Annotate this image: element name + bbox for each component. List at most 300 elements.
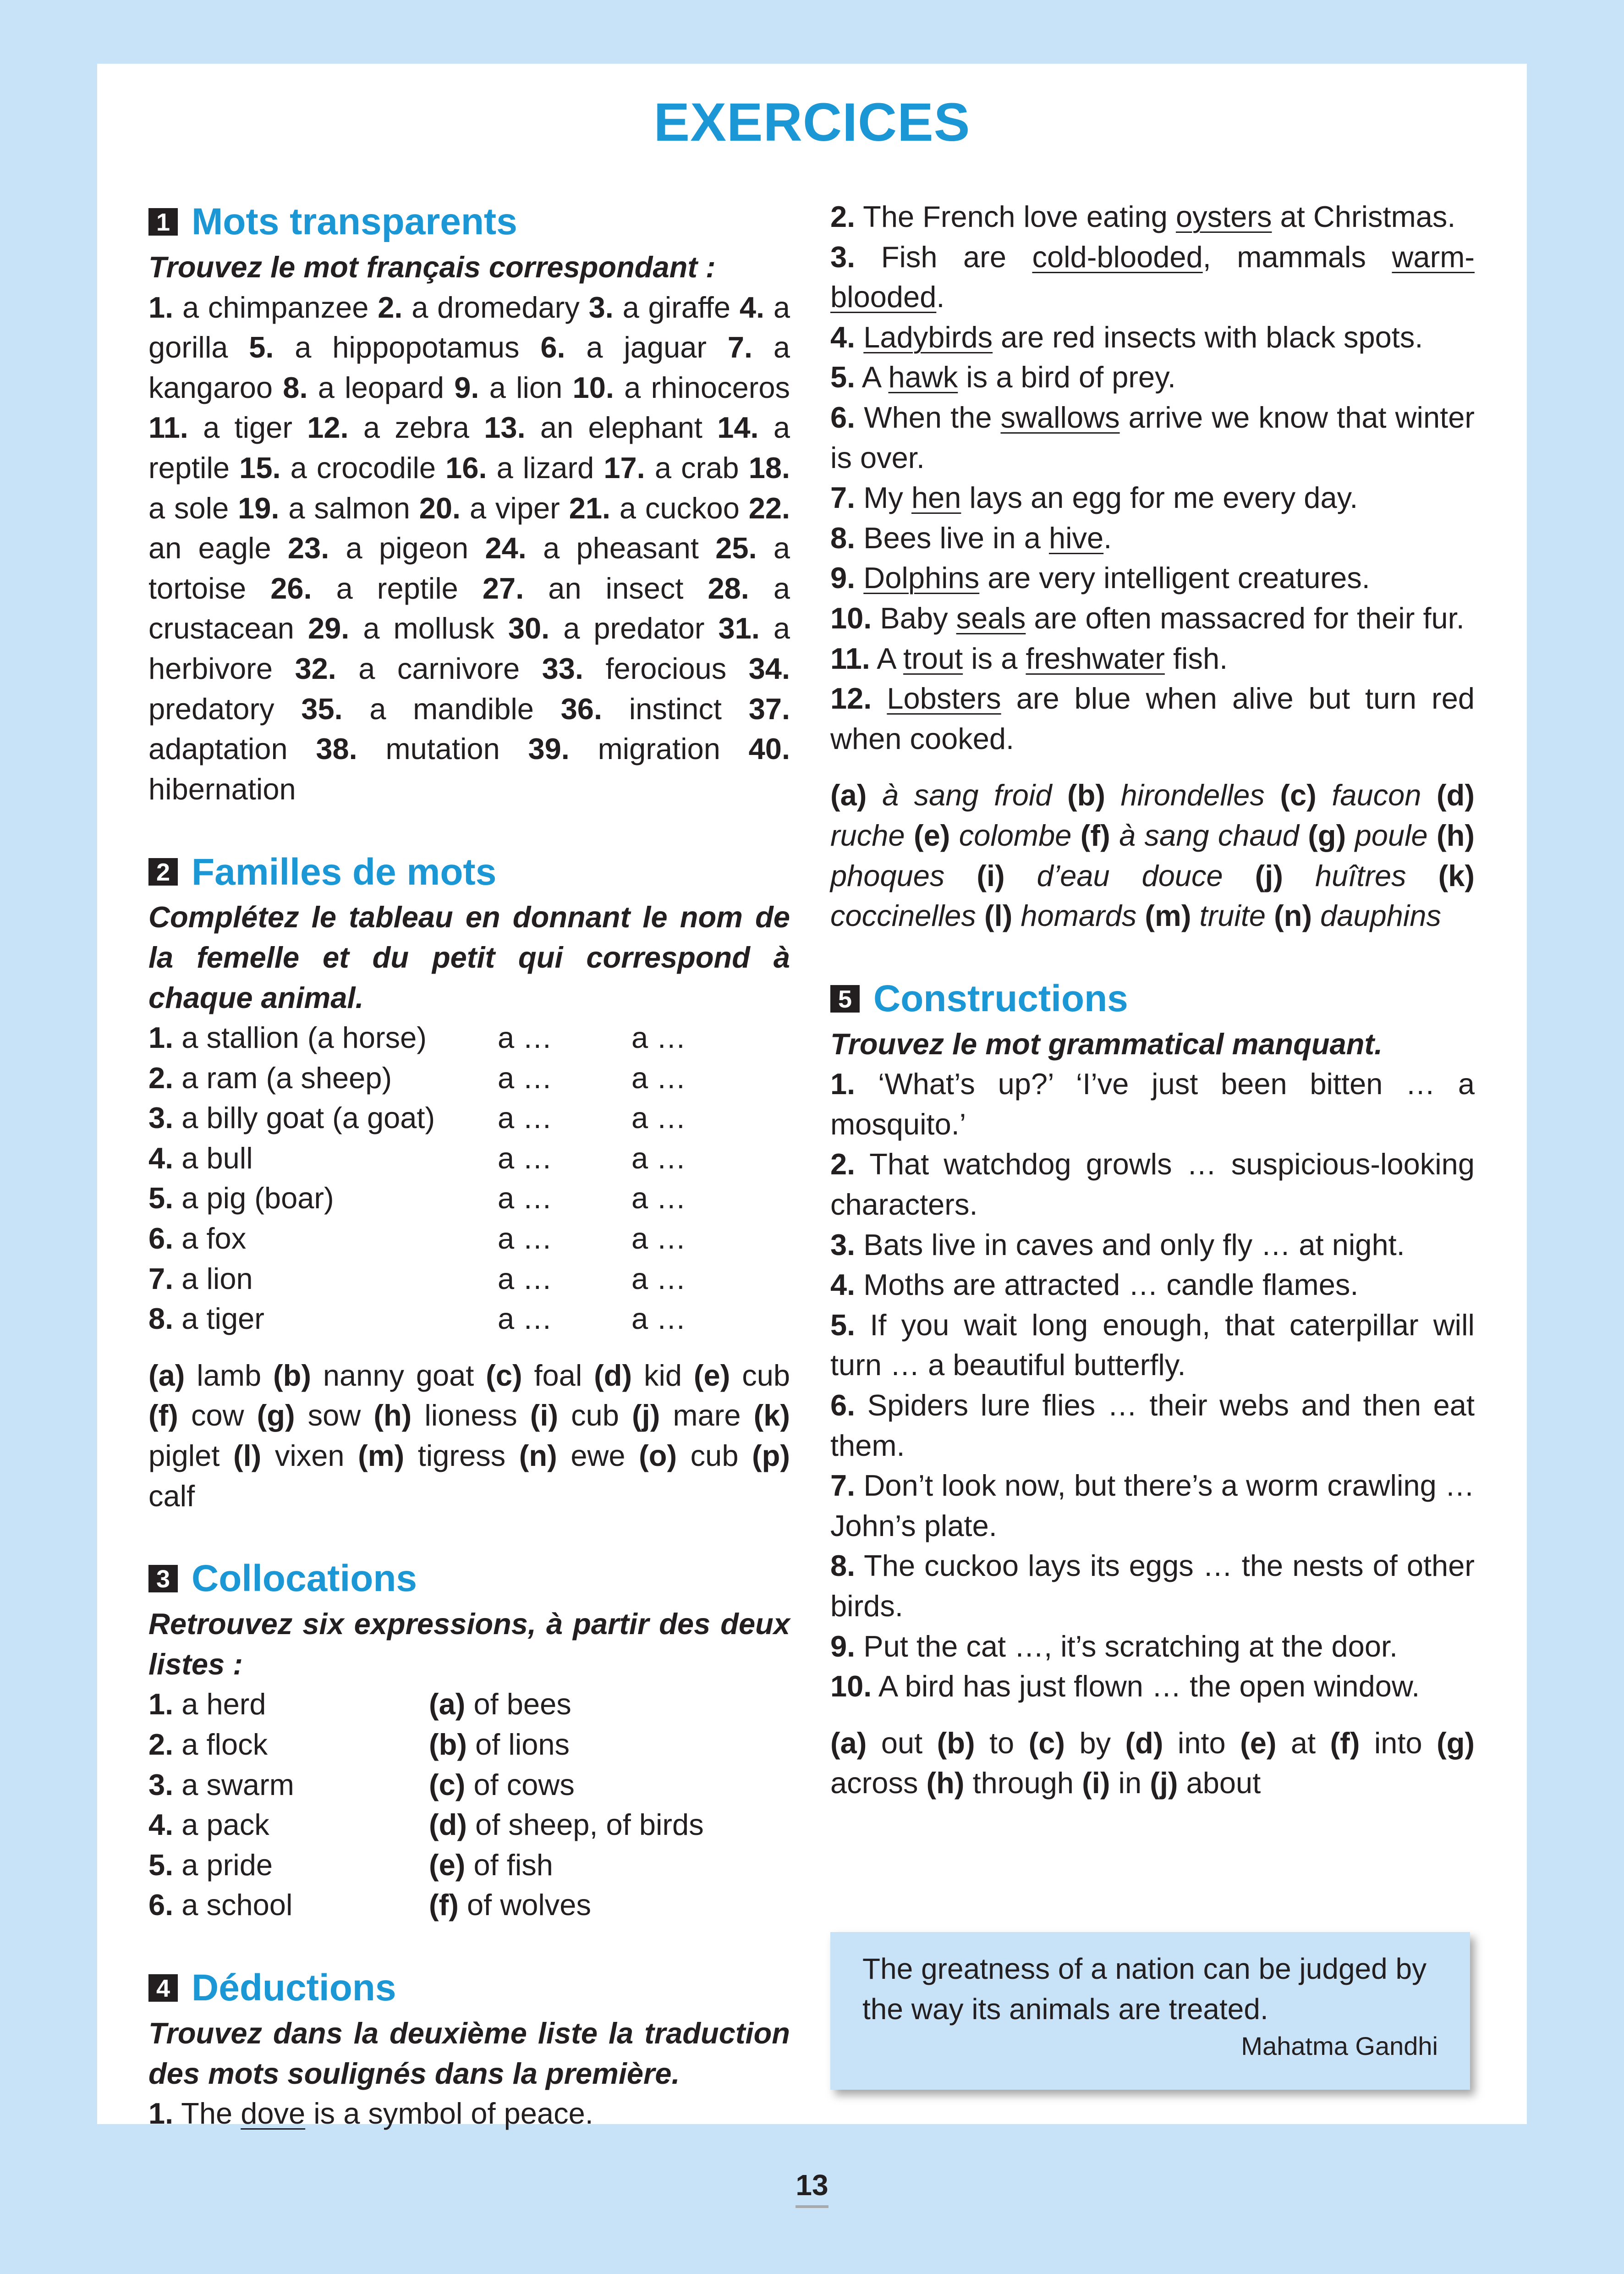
item-number: 8.: [830, 521, 856, 555]
collective-noun: a pride: [181, 1848, 273, 1882]
option-value: nanny goat: [323, 1358, 474, 1392]
item-word: a reptile: [148, 411, 790, 485]
female-blank: a …: [498, 1302, 553, 1336]
sentence: [830, 1666, 1475, 1707]
right-cell: [429, 1845, 553, 1885]
animal-name: a ram (a sheep): [181, 1061, 392, 1095]
option-key: (j): [632, 1399, 660, 1432]
option-value: ruche: [830, 818, 905, 852]
option-value: faucon: [1332, 778, 1421, 812]
option-value: phoques: [830, 859, 945, 892]
female-blank: a …: [498, 1101, 553, 1135]
animal-name: a tiger: [181, 1302, 264, 1336]
left-cell: [148, 1684, 429, 1724]
left-cell: [148, 1805, 429, 1845]
animal-name: a stallion (a horse): [181, 1021, 427, 1055]
animal-name: a bull: [181, 1141, 253, 1175]
option-key: (d): [429, 1808, 467, 1842]
item-word: a pigeon: [346, 531, 469, 565]
option-value: into: [1177, 1726, 1226, 1760]
sentence-text: at Christmas.: [1272, 200, 1456, 233]
sentence-text: When the: [864, 400, 1001, 434]
item-number: 17.: [604, 451, 645, 485]
option-value: tigress: [417, 1439, 506, 1473]
item-number: 3.: [830, 1228, 856, 1261]
item-number: 7.: [148, 1261, 174, 1295]
section-number: 2: [148, 858, 178, 886]
section-2-heading: [148, 847, 790, 897]
option-key: (h): [1437, 818, 1475, 852]
option-key: (c): [486, 1358, 522, 1392]
animal-group: of lions: [475, 1728, 570, 1761]
option-key: (b): [1067, 778, 1105, 812]
option-key: (b): [429, 1728, 467, 1761]
section-5-instruction: Trouvez le mot grammatical manquant.: [830, 1027, 1383, 1061]
item-word: a dromedary: [411, 290, 580, 324]
item-word: an insect: [548, 571, 684, 605]
option-value: into: [1374, 1726, 1422, 1760]
item-number: 2.: [830, 1147, 856, 1181]
item-number: 6.: [540, 330, 565, 364]
page-number: [0, 2168, 1624, 2202]
sentence-text: fish.: [1164, 641, 1228, 675]
underlined-word: swallows: [1000, 400, 1120, 434]
sentence: [830, 639, 1475, 679]
option-value: colombe: [959, 818, 1072, 852]
page-title: EXERCICES: [653, 92, 971, 153]
item-number: 10.: [830, 1669, 872, 1703]
option-value: poule: [1355, 818, 1428, 852]
section-3-heading: [148, 1553, 790, 1604]
item-word: a viper: [469, 491, 560, 525]
item-word: a leopard: [318, 370, 444, 404]
sentence-text: .: [936, 280, 945, 314]
item-number: 5.: [148, 1181, 174, 1215]
item-word: a carnivore: [358, 651, 520, 685]
sentence: [830, 197, 1475, 237]
option-key: (a): [830, 778, 867, 812]
section-number: 5: [830, 985, 860, 1013]
young-blank: a …: [631, 1141, 686, 1175]
section-title: Déductions: [192, 1967, 396, 2009]
quote-text: The greatness of a nation can be judged by the way its animals are treated.: [862, 1952, 1427, 2026]
item-number: 12.: [307, 411, 349, 445]
item-word: a chimpanzee: [182, 290, 369, 324]
item-number: 6.: [148, 1888, 174, 1922]
item-number: 18.: [748, 451, 790, 485]
option-key: (d): [1437, 778, 1475, 812]
item-number: 15.: [239, 451, 281, 485]
item-number: 3.: [148, 1101, 174, 1135]
item-number: 9.: [454, 370, 479, 404]
item-word: a salmon: [288, 491, 410, 525]
section-1-heading: [148, 197, 790, 247]
underlined-word: hive: [1048, 521, 1104, 555]
table-row: [148, 1218, 790, 1259]
item-number: 14.: [717, 411, 759, 445]
left-cell: [148, 1885, 429, 1925]
item-number: 3.: [830, 240, 856, 274]
option-key: (g): [257, 1399, 295, 1432]
item-number: 7.: [830, 481, 856, 515]
option-value: cub: [690, 1439, 739, 1473]
table-row: [148, 1805, 790, 1845]
item-word: a giraffe: [622, 290, 731, 324]
option-key: (j): [1255, 859, 1284, 892]
female-blank: a …: [498, 1021, 553, 1055]
table-row: [148, 1885, 790, 1925]
sentence-text: ‘What’s up?’ ‘I’ve just been bitten … a mosquito.’: [830, 1067, 1475, 1141]
item-number: 4.: [739, 290, 765, 324]
option-key: (e): [429, 1848, 466, 1882]
option-value: in: [1118, 1766, 1142, 1800]
option-key: (c): [1028, 1726, 1065, 1760]
right-cell: [429, 1805, 704, 1845]
item-number: 2.: [148, 1061, 174, 1095]
item-number: 6.: [830, 1388, 856, 1422]
item-word: a pheasant: [543, 531, 699, 565]
item-number: 30.: [508, 611, 550, 645]
table-row: [148, 1724, 790, 1765]
animal-group: of cows: [473, 1767, 575, 1801]
item-number: 9.: [830, 561, 856, 595]
section-title: Mots transparents: [192, 201, 517, 243]
item-number: 2.: [830, 200, 856, 233]
table-row: [148, 1098, 790, 1138]
young-blank: a …: [631, 1222, 686, 1255]
item-number: 16.: [445, 451, 487, 485]
item-number: 23.: [287, 531, 329, 565]
collective-noun: a herd: [181, 1687, 266, 1721]
item-number: 39.: [528, 732, 570, 766]
option-key: (j): [1150, 1766, 1178, 1800]
option-value: lamb: [197, 1358, 262, 1392]
option-value: piglet: [148, 1439, 220, 1473]
item-number: 6.: [830, 400, 856, 434]
option-key: (d): [1125, 1726, 1163, 1760]
option-key: (f): [429, 1888, 459, 1922]
item-number: 27.: [482, 571, 524, 605]
sentence: [830, 1626, 1475, 1667]
option-key: (e): [1240, 1726, 1277, 1760]
right-cell: [429, 1684, 571, 1724]
option-value: coccinelles: [830, 899, 976, 933]
option-key: (e): [913, 818, 950, 852]
item-number: 8.: [148, 1302, 174, 1336]
section-1-instruction: Trouvez le mot français correspondant :: [148, 250, 716, 284]
young-blank: a …: [631, 1181, 686, 1215]
young-blank: a …: [631, 1101, 686, 1135]
item-number: 31.: [718, 611, 760, 645]
option-value: hirondelles: [1120, 778, 1265, 812]
item-number: 33.: [542, 651, 583, 685]
item-word: an eagle: [148, 531, 271, 565]
female-blank: a …: [498, 1181, 553, 1215]
item-number: 3.: [148, 1767, 174, 1801]
table-row: [148, 1845, 790, 1885]
collocation-table: [148, 1684, 790, 1925]
item-number: 5.: [830, 1308, 856, 1342]
item-number: 20.: [419, 491, 461, 525]
item-number: 5.: [249, 330, 274, 364]
animal-name: a lion: [181, 1261, 253, 1295]
underlined-word: warm-blooded: [830, 240, 1475, 314]
option-value: through: [972, 1766, 1074, 1800]
sentence-text: Put the cat …, it’s scratching at the door.: [863, 1629, 1398, 1663]
underlined-word: cold-blooded: [1032, 240, 1203, 274]
sentence-text: is a symbol of peace.: [305, 2097, 593, 2131]
option-value: kid: [643, 1358, 682, 1392]
item-word: a tiger: [203, 411, 292, 445]
underlined-word: trout: [903, 641, 963, 675]
item-word: hibernation: [148, 772, 296, 806]
option-key: (k): [753, 1399, 790, 1432]
option-key: (d): [594, 1358, 632, 1392]
animal-group: of wolves: [467, 1888, 591, 1922]
sentence: [148, 2093, 790, 2134]
item-number: 32.: [295, 651, 336, 685]
page-number-value: 13: [796, 2169, 828, 2208]
item-number: 13.: [484, 411, 526, 445]
item-number: 28.: [708, 571, 749, 605]
item-number: 25.: [715, 531, 757, 565]
option-key: (k): [1438, 859, 1475, 892]
animal-cell: [148, 1058, 498, 1098]
sentence-text: Bats live in caves and only fly … at night.: [863, 1228, 1405, 1261]
option-key: (a): [429, 1687, 466, 1721]
section-5-heading: [830, 974, 1475, 1024]
table-row: [148, 1138, 790, 1178]
sentence: [830, 1465, 1475, 1546]
sentence: [830, 678, 1475, 759]
item-number: 36.: [560, 692, 602, 726]
sentence-text: Spiders lure flies … their webs and then eat them.: [830, 1388, 1475, 1462]
collective-noun: a school: [181, 1888, 293, 1922]
table-row: [148, 1684, 790, 1724]
right-cell: [429, 1765, 575, 1805]
item-number: 1.: [148, 290, 174, 324]
underlined-word: hen: [911, 481, 961, 515]
item-word: a lion: [489, 370, 563, 404]
option-key: (g): [1437, 1726, 1475, 1760]
item-word: a kangaroo: [148, 330, 790, 404]
sentence-text: Fish are: [881, 240, 1032, 274]
left-column: [148, 197, 790, 2134]
item-number: 11.: [148, 411, 188, 445]
sentence-text: lays an egg for me every day.: [961, 481, 1358, 515]
item-word: migration: [598, 732, 720, 766]
item-number: 1.: [148, 1687, 174, 1721]
item-number: 5.: [830, 360, 856, 394]
option-value: to: [989, 1726, 1015, 1760]
female-blank: a …: [498, 1061, 553, 1095]
item-word: a reptile: [336, 571, 458, 605]
item-word: predatory: [148, 692, 274, 726]
option-value: calf: [148, 1479, 195, 1513]
sentence: [830, 397, 1475, 478]
item-word: a hippopotamus: [295, 330, 520, 364]
sentence: [830, 1144, 1475, 1224]
item-word: a crustacean: [148, 571, 790, 645]
item-number: 3.: [588, 290, 614, 324]
item-number: 24.: [485, 531, 527, 565]
option-value: lioness: [424, 1399, 517, 1432]
item-number: 6.: [148, 1222, 174, 1255]
option-key: (i): [977, 859, 1005, 892]
option-key: (c): [1280, 778, 1317, 812]
option-key: (f): [148, 1399, 178, 1432]
sentence: [830, 558, 1475, 598]
young-blank: a …: [631, 1302, 686, 1336]
animal-name: a fox: [181, 1222, 247, 1255]
item-word: a mollusk: [363, 611, 494, 645]
option-value: à sang froid: [882, 778, 1052, 812]
item-word: a lizard: [496, 451, 594, 485]
section-title: Familles de mots: [192, 851, 497, 893]
option-value: à sang chaud: [1119, 818, 1299, 852]
sentence-text: is a bird of prey.: [958, 360, 1176, 394]
option-value: cow: [191, 1399, 244, 1432]
table-row: [148, 1058, 790, 1098]
item-word: instinct: [629, 692, 722, 726]
sentence-text: , mammals: [1202, 240, 1392, 274]
underlined-word: Lobsters: [887, 682, 1001, 716]
item-number: 2.: [148, 1728, 174, 1761]
item-word: a sole: [148, 491, 229, 525]
item-number: 10.: [572, 370, 614, 404]
animal-group: of sheep, of birds: [475, 1808, 704, 1842]
option-key: (m): [358, 1439, 405, 1473]
item-word: a jaguar: [586, 330, 707, 364]
item-word: a gorilla: [148, 290, 790, 364]
table-row: [148, 1018, 790, 1058]
item-number: 37.: [748, 692, 790, 726]
animal-cell: [148, 1299, 498, 1339]
option-value: out: [881, 1726, 923, 1760]
option-key: (c): [429, 1767, 466, 1801]
option-value: about: [1186, 1766, 1261, 1800]
young-blank: a …: [631, 1021, 686, 1055]
sentence-text: A: [861, 360, 889, 394]
item-number: 8.: [283, 370, 308, 404]
option-key: (f): [1330, 1726, 1360, 1760]
options-list: [830, 1723, 1475, 1803]
option-key: (n): [1274, 899, 1312, 933]
option-key: (a): [830, 1726, 867, 1760]
option-value: cub: [742, 1358, 790, 1392]
option-key: (i): [530, 1399, 559, 1432]
item-word: a crocodile: [290, 451, 436, 485]
underlined-word: hawk: [888, 360, 958, 394]
sentence-text: Don’t look now, but there’s a worm crawling … John’s plate.: [830, 1469, 1475, 1542]
sentence-list: [830, 1064, 1475, 1707]
animal-cell: [148, 1098, 498, 1138]
underlined-word: dove: [241, 2097, 306, 2131]
young-blank: a …: [631, 1061, 686, 1095]
item-number: 21.: [569, 491, 611, 525]
quote-author: Mahatma Gandhi: [1241, 2032, 1438, 2060]
table-row: [148, 1765, 790, 1805]
option-key: (l): [233, 1439, 262, 1473]
item-number: 7.: [727, 330, 753, 364]
item-number: 35.: [301, 692, 343, 726]
sentence: [830, 1385, 1475, 1465]
option-key: (f): [1080, 818, 1110, 852]
sentence: [830, 1305, 1475, 1385]
sentence-text: are red insects with black spots.: [993, 320, 1423, 354]
sentence-text: are blue when alive but turn red when cooked.: [830, 682, 1475, 755]
animal-group: of fish: [473, 1848, 553, 1882]
sentence-text: My: [863, 481, 911, 515]
sentence-text: Moths are attracted … candle flames.: [863, 1268, 1359, 1302]
item-word: an elephant: [540, 411, 702, 445]
section-title: Collocations: [192, 1558, 417, 1600]
right-cell: [429, 1885, 591, 1925]
word-list: [148, 287, 790, 809]
section-3-instruction: Retrouvez six expressions, à partir des deux listes :: [148, 1607, 790, 1681]
underlined-word: seals: [956, 601, 1026, 635]
option-value: huîtres: [1315, 859, 1406, 892]
option-value: sow: [307, 1399, 361, 1432]
item-word: ferocious: [605, 651, 727, 685]
options-list: [830, 775, 1475, 936]
item-number: 22.: [748, 491, 790, 525]
option-value: at: [1290, 1726, 1316, 1760]
sentence-text: .: [1103, 521, 1112, 555]
option-key: (n): [519, 1439, 557, 1473]
table-row: [148, 1259, 790, 1299]
item-number: 2.: [378, 290, 403, 324]
section-number: 3: [148, 1565, 178, 1592]
sentence: [830, 1064, 1475, 1144]
animal-cell: [148, 1138, 498, 1178]
sentence-text: The French love eating: [863, 200, 1176, 233]
item-number: 7.: [830, 1469, 856, 1503]
sentence: [830, 237, 1475, 317]
item-number: 19.: [238, 491, 280, 525]
animal-cell: [148, 1178, 498, 1218]
option-value: homards: [1020, 899, 1137, 933]
option-key: (a): [148, 1358, 185, 1392]
option-key: (m): [1145, 899, 1191, 933]
option-key: (e): [693, 1358, 730, 1392]
option-value: foal: [534, 1358, 582, 1392]
animal-name: a pig (boar): [181, 1181, 334, 1215]
section-title: Constructions: [873, 977, 1128, 1019]
option-key: (h): [926, 1766, 965, 1800]
option-key: (o): [639, 1439, 677, 1473]
sentence: [830, 1265, 1475, 1305]
sentence-text: A bird has just flown … the open window.: [878, 1669, 1420, 1703]
item-number: 1.: [148, 1021, 174, 1055]
item-number: 40.: [748, 732, 790, 766]
option-value: dauphins: [1320, 899, 1442, 933]
underlined-word: oysters: [1176, 200, 1272, 233]
sentence-list: [148, 2093, 790, 2134]
sentence: [830, 518, 1475, 558]
collective-noun: a swarm: [181, 1767, 294, 1801]
option-key: (l): [984, 899, 1013, 933]
young-blank: a …: [631, 1261, 686, 1295]
item-number: 9.: [830, 1629, 856, 1663]
item-number: 34.: [748, 651, 790, 685]
item-number: 26.: [270, 571, 312, 605]
item-number: 11.: [830, 641, 870, 675]
option-key: (i): [1082, 1766, 1110, 1800]
item-number: 1.: [148, 2097, 174, 2131]
item-number: 4.: [148, 1141, 174, 1175]
sentence: [830, 317, 1475, 358]
